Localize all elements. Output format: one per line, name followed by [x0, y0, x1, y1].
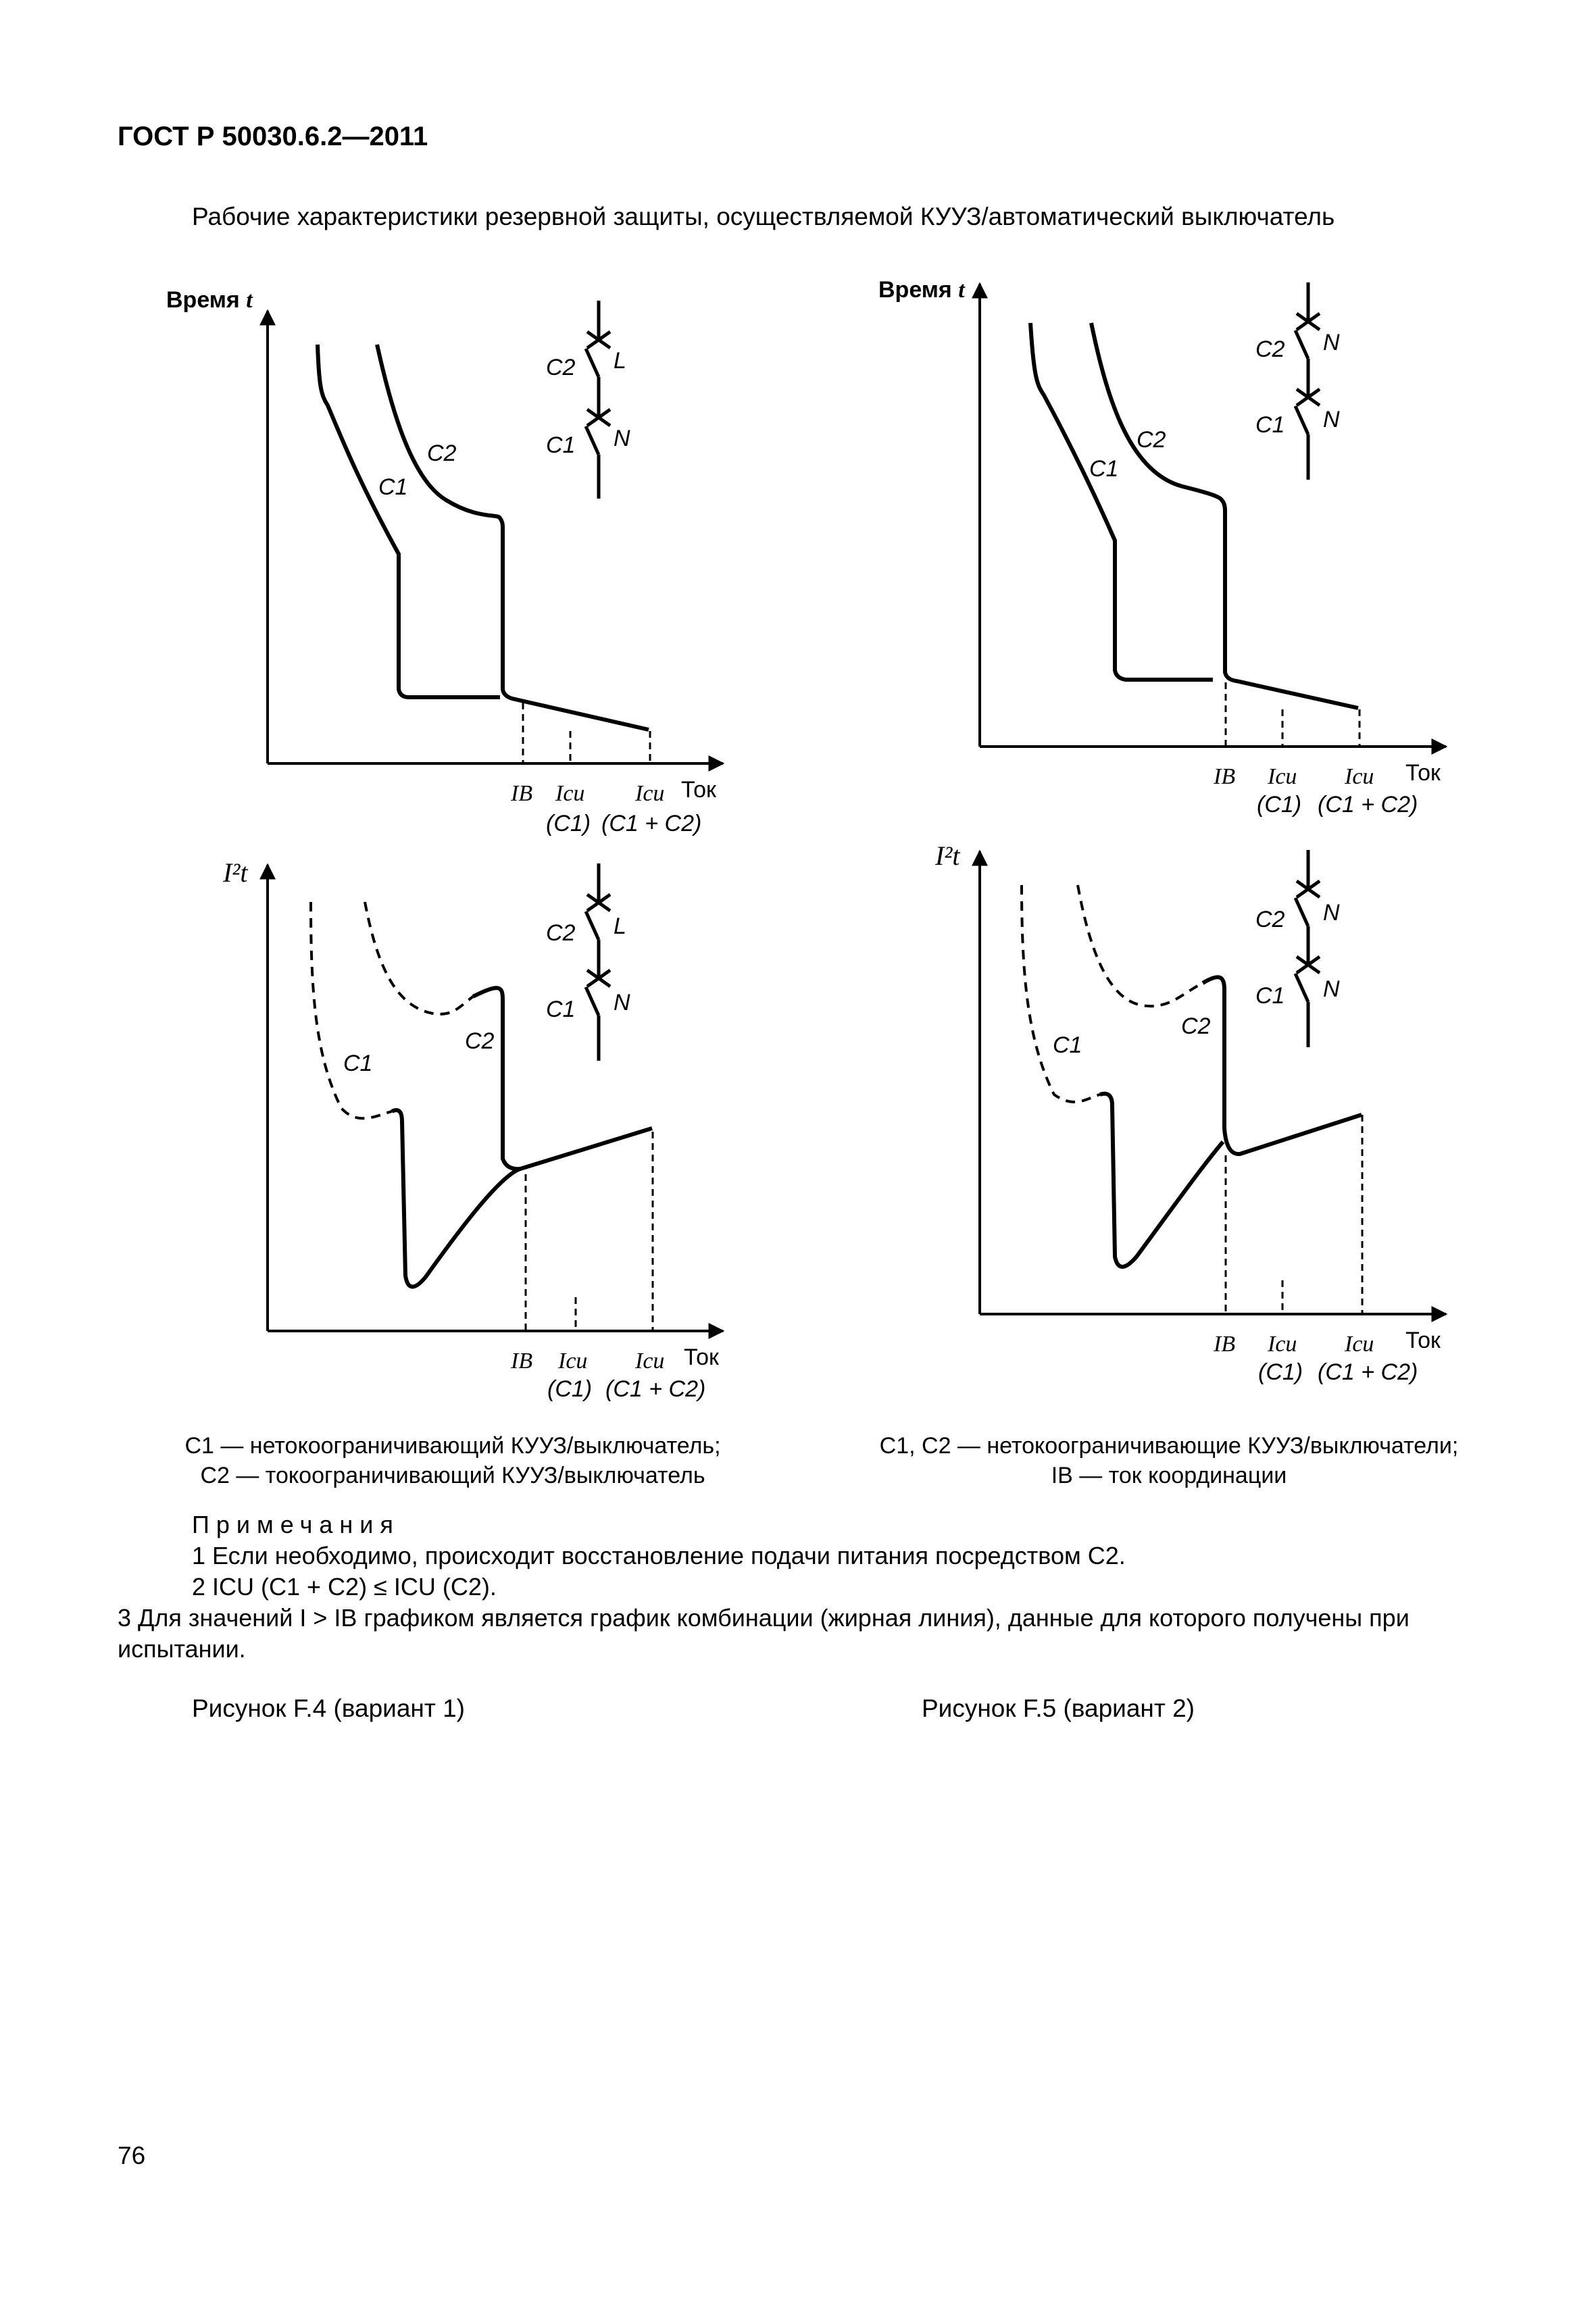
schem-bottom-switch: C1 — [1255, 412, 1285, 438]
tick-icu-c1c2: Icu — [1345, 764, 1374, 789]
tick-ib: IB — [511, 1349, 533, 1374]
tick-icu-c1: Icu — [555, 781, 585, 806]
schem-bottom-pole: N — [614, 990, 630, 1015]
legend-fig5-line1: C1, C2 — нетокоограничивающие КУУЗ/выключатели; — [879, 1433, 1459, 1459]
schematic-fig4 — [586, 301, 610, 499]
tick-c1-sub: (C1) — [547, 1376, 593, 1402]
tick-icu-c1c2: Icu — [635, 781, 665, 806]
tick-icu-c1: Icu — [1268, 764, 1297, 789]
schematic-fig4-i2t — [586, 863, 610, 1061]
note-2: 2 ICU (C1 + C2) ≤ ICU (C2). — [192, 1573, 497, 1601]
tick-c1c2-sub: (C1 + C2) — [1318, 1359, 1418, 1385]
schem-top-pole: N — [1323, 330, 1340, 355]
tick-c1-sub: (C1) — [1258, 1359, 1303, 1385]
label-c2: C2 — [1181, 1013, 1211, 1039]
legend-fig4 — [155, 1431, 750, 1490]
page-number: 76 — [118, 2142, 146, 2169]
y-axis-label: I²t — [935, 840, 960, 871]
y-axis-label: Время t — [166, 287, 253, 313]
legend-fig4-line2: C2 — токоограничивающий КУУЗ/выключатель — [200, 1463, 705, 1488]
schem-top-switch: C2 — [1255, 336, 1285, 362]
axes — [980, 284, 1446, 747]
schem-top-switch: C2 — [1255, 907, 1285, 932]
label-c2: C2 — [465, 1028, 495, 1054]
label-c1: C1 — [1053, 1032, 1082, 1058]
curve-c2-dashed — [365, 902, 473, 1014]
label-c1: C1 — [378, 474, 408, 500]
label-c1: C1 — [1089, 456, 1119, 482]
schematic-fig5-i2t — [1295, 850, 1320, 1047]
notes-block — [118, 1509, 1482, 1665]
legend-fig5-line2: IB — ток координации — [1051, 1463, 1287, 1488]
schem-top-pole: L — [614, 913, 626, 939]
tick-icu-c1c2: Icu — [635, 1349, 665, 1374]
figure-subtitle: Рабочие характеристики резервной защиты, осуществляемой КУУЗ/автоматический выключатель — [192, 203, 1335, 230]
x-axis-label: Ток — [1405, 760, 1441, 786]
document-header: ГОСТ Р 50030.6.2—2011 — [118, 122, 428, 151]
tick-c1-sub: (C1) — [546, 811, 591, 836]
schem-top-pole: N — [1323, 900, 1340, 926]
curve-c2-dashed — [1078, 885, 1203, 1006]
y-axis-label: I²t — [223, 857, 248, 888]
tick-ib: IB — [1214, 1332, 1236, 1357]
schem-bottom-switch: C1 — [546, 432, 576, 458]
schem-top-switch: C2 — [546, 355, 576, 380]
tick-ib: IB — [511, 781, 533, 806]
curve-c1-dashed — [1022, 885, 1100, 1102]
chart-fig4-i2t — [176, 851, 784, 1412]
note-1: 1 Если необходимо, происходит восстановление подачи питания посредством C2. — [192, 1542, 1126, 1569]
x-axis-label: Ток — [1405, 1328, 1441, 1353]
legend-fig4-line1: C1 — нетокоограничивающий КУУЗ/выключатель; — [184, 1433, 721, 1459]
tick-c1c2-sub: (C1 + C2) — [605, 1376, 706, 1402]
schem-top-switch: C2 — [546, 920, 576, 946]
schem-bottom-pole: N — [1323, 407, 1340, 432]
x-axis-label: Ток — [684, 1344, 719, 1370]
schem-bottom-pole: N — [614, 426, 630, 451]
schem-bottom-pole: N — [1323, 976, 1340, 1002]
caption-fig5: Рисунок F.5 (вариант 2) — [922, 1694, 1195, 1722]
notes-heading: Примечания — [192, 1511, 400, 1538]
schematic-fig5 — [1295, 282, 1320, 480]
schem-bottom-switch: C1 — [1255, 983, 1285, 1009]
note-3: 3 Для значений I > IB графиком является график комбинации (жирная линия), данные для которого получены при испытании. — [118, 1604, 1410, 1663]
schem-top-pole: L — [614, 348, 626, 374]
chart-fig5-i2t — [885, 838, 1493, 1399]
chart-fig5-time — [878, 270, 1493, 831]
tick-icu-c1c2: Icu — [1345, 1332, 1374, 1357]
caption-fig4: Рисунок F.4 (вариант 1) — [192, 1694, 465, 1722]
tick-icu-c1: Icu — [558, 1349, 588, 1374]
curve-c2 — [1091, 323, 1358, 708]
curve-c2 — [377, 345, 649, 730]
curve-c1 — [1030, 323, 1213, 680]
label-c1: C1 — [343, 1051, 373, 1076]
curve-c1 — [1100, 1094, 1223, 1267]
tick-icu-c1: Icu — [1268, 1332, 1297, 1357]
label-c2: C2 — [427, 441, 457, 466]
tick-c1c2-sub: (C1 + C2) — [1318, 792, 1418, 818]
y-axis-label: Время t — [878, 277, 965, 303]
tick-c1c2-sub: (C1 + C2) — [601, 811, 702, 836]
chart-fig4-time — [166, 284, 784, 845]
x-axis-label: Ток — [681, 777, 716, 803]
schem-bottom-switch: C1 — [546, 997, 576, 1022]
curve-c1 — [318, 345, 500, 697]
label-c2: C2 — [1137, 427, 1166, 453]
curve-c1-dashed — [311, 902, 392, 1118]
legend-fig5 — [845, 1431, 1493, 1490]
tick-c1-sub: (C1) — [1257, 792, 1302, 818]
tick-ib: IB — [1214, 764, 1236, 789]
